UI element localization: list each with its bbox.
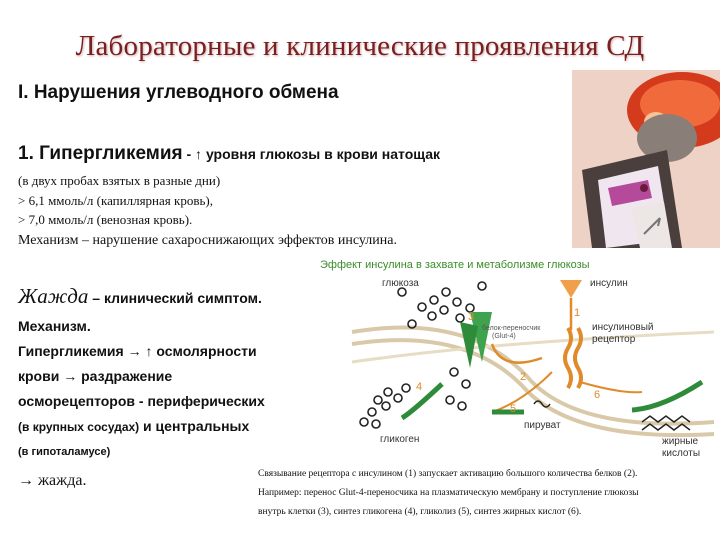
label-glycogen: гликоген: [380, 434, 420, 445]
figure-caption: [258, 465, 706, 522]
glucose-molecules: [360, 282, 486, 428]
receptor-icon: [565, 328, 571, 388]
caption-line-1: Связывание рецептора с инсулином (1) запускает активацию большого количества белков (2).: [258, 469, 638, 479]
num-5: 5: [510, 403, 517, 415]
thirst-mech-3: крови → раздражение: [18, 368, 173, 384]
glucometer-photo: [572, 70, 720, 248]
thirst-result: → жажда.: [18, 472, 87, 489]
criteria-line-3: > 7,0 ммоль/л (венозная кровь).: [18, 212, 193, 227]
label-fatty-2: кислоты: [662, 448, 701, 459]
hyperglycemia-arrow: - ↑: [182, 146, 206, 162]
thirst-word: Жажда: [18, 284, 89, 308]
label-receptor-2: рецептор: [592, 334, 636, 345]
caption-line-3: внутрь клетки (3), синтез гликогена (4), гликолиз (5), синтез жирных кислот (6).: [258, 507, 582, 517]
figure-title: Эффект инсулина в захвате и метаболизме глюкозы: [320, 259, 590, 271]
thirst-rest: – клинический симптом.: [88, 290, 262, 306]
caption-line-2: Например: перенос Glut-4-переносчика на плазматическую мембрану и поступление глюкозы: [258, 488, 639, 498]
hypothalamus-line: (в гипоталамусе): [18, 446, 111, 458]
num-1: 1: [574, 307, 581, 319]
label-glut4: (Glut-4): [492, 333, 516, 340]
num-2: 2: [520, 371, 527, 383]
label-glucose: глюкоза: [382, 278, 419, 289]
label-protein: белок-переносчик: [482, 325, 541, 332]
section-heading: I. Нарушения углеводного обмена: [18, 82, 339, 103]
glucometer-illustration: [572, 70, 720, 248]
insulin-effect-diagram: [342, 272, 720, 460]
thirst-mech-2: Гипергликемия → ↑ осмолярности: [18, 343, 257, 359]
insulin-icon: [560, 280, 582, 298]
receptor-icon-2: [575, 328, 581, 388]
num-6: 6: [594, 389, 601, 401]
thirst-mech-1: Механизм.: [18, 318, 91, 334]
hyperglycemia-rest: уровня глюкозы в крови натощак: [205, 146, 441, 162]
label-receptor: инсулиновый: [592, 322, 654, 333]
glut4-transporter-2: [460, 322, 478, 368]
thirst-line: [18, 284, 262, 309]
arrow-6: [580, 382, 642, 392]
hyperglycemia-line: [18, 143, 440, 165]
thirst-mech-5: [18, 418, 249, 434]
vessels-small: (в крупных сосудах): [18, 420, 140, 434]
num-3: 3: [468, 311, 475, 323]
arrow-fatty: [632, 382, 702, 410]
thirst-mech-4: осморецепторов - периферических: [18, 393, 265, 409]
hyperglycemia-label: 1. Гипергликемия: [18, 143, 183, 164]
cell-line: [352, 332, 714, 362]
label-insulin: инсулин: [590, 278, 628, 289]
vessels-big: и центральных: [139, 418, 250, 434]
criteria-line-1: (в двух пробах взятых в разные дни): [18, 173, 221, 188]
label-fatty: жирные: [662, 436, 699, 447]
criteria-line-2: > 6,1 ммоль/л (капиллярная кровь),: [18, 193, 213, 208]
num-4: 4: [416, 381, 423, 393]
mechanism-line: Механизм – нарушение сахароснижающих эффектов инсулина.: [18, 233, 397, 248]
fatty-acid-icon-2: [642, 424, 690, 430]
label-pyruvate: пируват: [524, 420, 561, 431]
slide-title: Лабораторные и клинические проявления СД: [75, 30, 645, 62]
